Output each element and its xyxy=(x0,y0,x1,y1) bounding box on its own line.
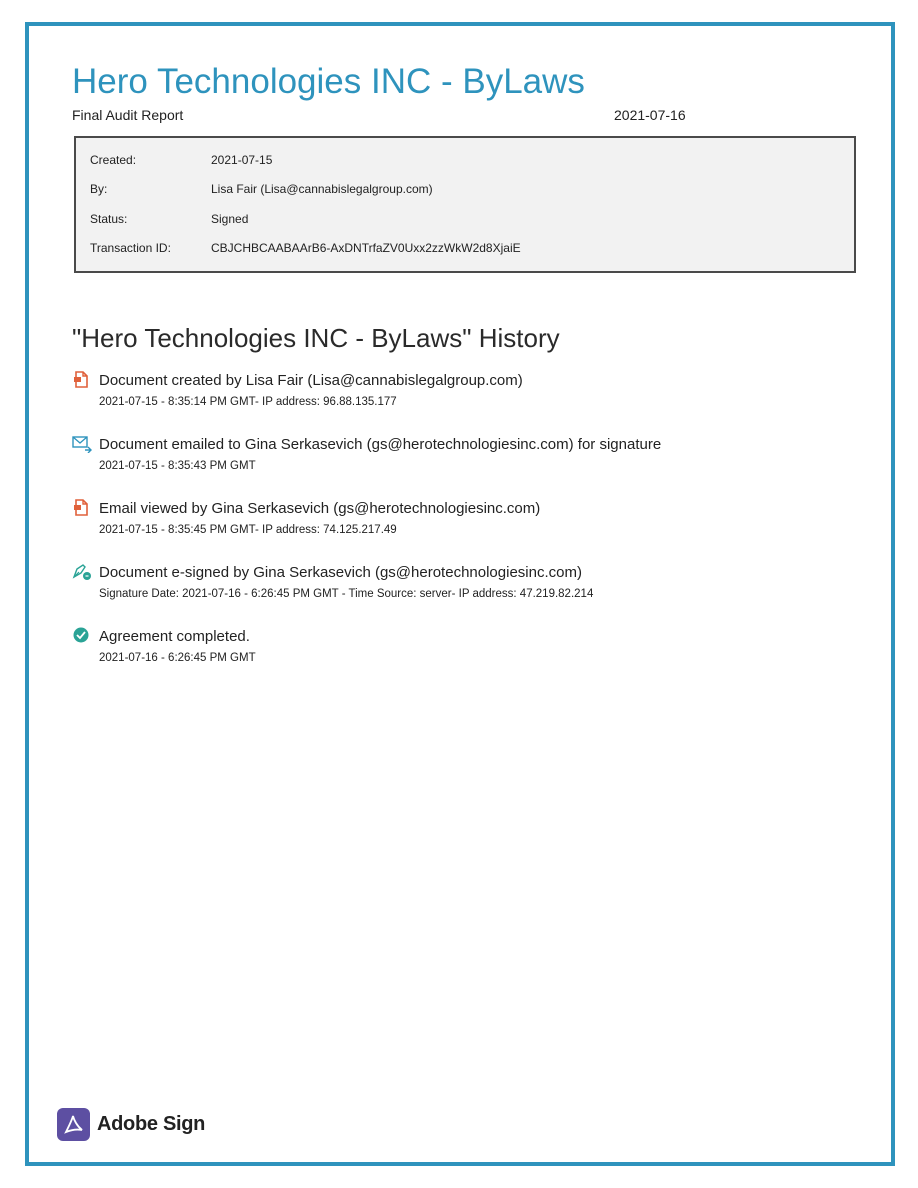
by-label: By: xyxy=(90,182,108,196)
event-text: Document emailed to Gina Serkasevich (gs@herotechnologiesinc.com) for signature xyxy=(99,436,662,453)
event-detail: 2021-07-15 - 8:35:43 PM GMT xyxy=(99,460,256,472)
history-title: "Hero Technologies INC - ByLaws" History xyxy=(72,323,560,353)
document-title: Hero Technologies INC - ByLaws xyxy=(72,62,585,101)
event-detail: 2021-07-15 - 8:35:45 PM GMT- IP address: 74.125.217.49 xyxy=(99,524,397,536)
by-value: Lisa Fair (Lisa@cannabislegalgroup.com) xyxy=(211,182,433,196)
created-value: 2021-07-15 xyxy=(211,153,273,167)
event-text: Email viewed by Gina Serkasevich (gs@herotechnologiesinc.com) xyxy=(99,500,541,517)
event-text: Agreement completed. xyxy=(99,628,250,645)
created-label: Created: xyxy=(90,153,137,167)
summary-box xyxy=(74,136,856,273)
pen-sign-icon xyxy=(72,563,90,581)
email-icon xyxy=(72,435,90,453)
status-value: Signed xyxy=(211,212,249,226)
transaction-value: CBJCHBCAABAArB6-AxDNTrfaZV0Uxx2zzWkW2d8XjaiE xyxy=(211,241,521,255)
document-icon xyxy=(72,371,90,389)
report-date: 2021-07-16 xyxy=(614,107,686,123)
event-detail: 2021-07-15 - 8:35:14 PM GMT- IP address: 96.88.135.177 xyxy=(99,396,397,408)
document-icon xyxy=(72,499,90,517)
adobe-acrobat-icon xyxy=(57,1108,90,1141)
event-detail: 2021-07-16 - 6:26:45 PM GMT xyxy=(99,652,256,664)
check-circle-icon xyxy=(72,627,90,645)
event-text: Document created by Lisa Fair (Lisa@cannabislegalgroup.com) xyxy=(99,372,523,389)
brand-name: Adobe Sign xyxy=(97,1113,206,1135)
status-label: Status: xyxy=(90,212,128,226)
event-text: Document e-signed by Gina Serkasevich (gs@herotechnologiesinc.com) xyxy=(99,564,582,581)
event-detail: Signature Date: 2021-07-16 - 6:26:45 PM GMT - Time Source: server- IP address: 47.219.82.214 xyxy=(99,588,594,600)
report-subtitle: Final Audit Report xyxy=(72,107,184,123)
transaction-label: Transaction ID: xyxy=(90,241,171,255)
